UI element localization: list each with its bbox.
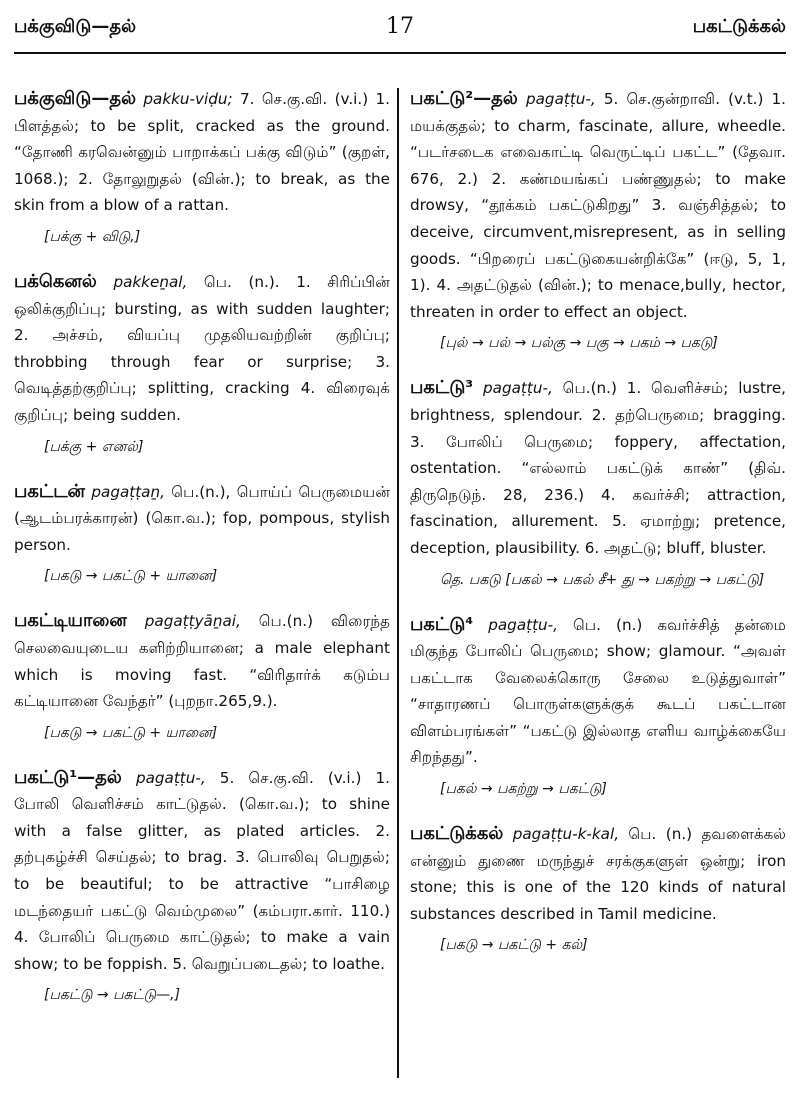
- entry-text: [410, 86, 786, 325]
- running-head-right: பகட்டுக்கல்: [692, 16, 786, 37]
- transliteration: pakku-viḍu;: [143, 90, 233, 108]
- definition: பெ. (n.) தவளைக்கல் என்னும் துணை மருந்துச் சரக்குகளுள் ஒன்று; iron stone; this is one of the 120 kinds of natural substances described in Tamil medicine.: [410, 825, 787, 923]
- definition: 7. செ.கு.வி. (v.i.) 1. பிளத்தல்; to be split, cracked as the ground. “தோணி கரவென்னும் பாறாக்கப் பக்கு விடும்” (குறள், 1068.); 2. தோலுறுதல் (வின்.); to break, as the skin from a blow of a rattan.: [14, 90, 390, 215]
- definition: பெ. (n.) கவர்ச்சித் தன்மை மிகுந்த போலிப் பெருமை; show; glamour. “அவள் பகட்டாக வேலைக்கொரு சேலை உடுத்துவாள்” “சாதாரணப் பொருள்களுக்குக் கூடப் பகட்டான விளம்பரங்கள்” “பகட்டு இல்லாத எளிய வாழ்க்கையே சிறந்தது”.: [410, 615, 786, 767]
- etymology: [பக்கு + விடு,]: [44, 228, 141, 245]
- dictionary-entry: [410, 86, 786, 355]
- transliteration: pagaṭṭyāṉai,: [144, 612, 241, 631]
- dictionary-entry: [410, 612, 786, 802]
- transliteration: pagaṭṭu-k-kal,: [512, 825, 620, 844]
- definition: பெ. (n.). 1. சிரிப்பின் ஒலிக்குறிப்பு; bursting, as with sudden laughter; 2. அச்சம், வியப்பு முதலியவற்றின் குறிப்பு; throbbing through fear or surprise; 3. வெடித்தற்குறிப்பு; splitting, cracking 4. விரைவுக் குறிப்பு; being sudden.: [14, 272, 391, 424]
- dictionary-entry: [14, 765, 390, 1008]
- headword: பகட்டன்: [14, 480, 86, 502]
- definition: 5. செ.கு.வி. (v.i.) 1. போலி வெளிச்சம் காட்டுதல். (கொ.வ.); to shine with a false glitter, as plated articles. 2. தற்புகழ்ச்சி செய்தல்; to brag. 3. பொலிவு பெறுதல்; to be beautiful; to be attractive “பாசிழை மடந்தையர் பகட்டு வெம்முலை” (கம்பரா.கார். 110.) 4. போலிப் பெருமை காட்டுதல்; to make a vain show; to be foppish. 5. வெறுப்படைதல்; to loathe.: [14, 768, 390, 973]
- headword: பகட்டியானை: [14, 610, 127, 632]
- transliteration: pagaṭṭaṉ,: [91, 482, 165, 501]
- etymology: [பகடு → பகட்டு + கல்]: [440, 937, 588, 954]
- entry-text: [14, 86, 390, 219]
- right-column: [410, 86, 786, 977]
- dictionary-entry: [14, 269, 390, 459]
- entry-text: [14, 608, 390, 714]
- etymology: [பகடு → பகட்டு + யானை]: [44, 568, 218, 585]
- entry-text: [410, 821, 786, 927]
- headword: பகட்டு³: [410, 377, 474, 399]
- transliteration: pagaṭṭu-,: [488, 615, 558, 634]
- etymology: [பகடு → பகட்டு + யானை]: [44, 724, 218, 741]
- headword: பகட்டு²—தல்: [410, 88, 518, 109]
- dictionary-entry: [14, 479, 390, 589]
- transliteration: pagaṭṭu-,: [135, 768, 206, 787]
- left-column: [14, 86, 390, 1027]
- headword: பக்குவிடு—தல்: [14, 88, 137, 109]
- transliteration: pagaṭṭu-,: [525, 90, 596, 108]
- etymology: [புல் → பல் → பல்கு → பகு → பகம் → பகடு]: [440, 335, 718, 352]
- dictionary-entry: [14, 86, 390, 249]
- headword: பகட்டுக்கல்: [410, 823, 504, 845]
- entry-text: [14, 765, 390, 978]
- headword: பகட்டு⁴: [410, 613, 474, 635]
- transliteration: pagaṭṭu-,: [483, 379, 553, 398]
- header-rule: [14, 52, 786, 54]
- entry-text: [410, 375, 786, 561]
- page-number: 17: [386, 14, 414, 39]
- headword: பக்கெனல்: [14, 270, 97, 292]
- etymology: [பகட்டு → பகட்டு—,]: [44, 987, 181, 1004]
- transliteration: pakkeṉal,: [113, 272, 188, 291]
- dictionary-entry: [14, 608, 390, 744]
- dictionary-entry: [410, 375, 786, 591]
- etymology: [பக்கு + எனல்]: [44, 438, 144, 455]
- entry-text: [14, 479, 390, 559]
- entry-text: [14, 269, 390, 429]
- definition: பெ.(n.), பொய்ப் பெருமையன் (ஆடம்பரக்காரன்) (கொ.வ.); fop, pompous, stylish person.: [14, 482, 390, 554]
- etymology: தெ. பகடு [பகல் → பகல் சீ+ து → பகற்று → பகட்டு]: [440, 571, 765, 588]
- running-head: [14, 8, 786, 48]
- headword: பகட்டு¹—தல்: [14, 766, 122, 788]
- definition: பெ.(n.) 1. வெளிச்சம்; lustre, brightness, splendour. 2. தற்பெருமை; bragging. 3. போலிப் பெருமை; foppery, affectation, ostentation. “எல்லாம் பகட்டுக் காண்” (திவ். திருநெடுந். 28, 236.) 4. கவர்ச்சி; attraction, fascination, allurement. 5. ஏமாற்று; pretence, deception, plausibility. 6. அதட்டு; bluff, bluster.: [410, 379, 786, 557]
- etymology: [பகல் → பகற்று → பகட்டு]: [440, 781, 607, 798]
- definition: 5. செ.குன்றாவி. (v.t.) 1. மயக்குதல்; to charm, fascinate, allure, wheedle. “படர்சடைக எவைகாட்டி வெருட்டிப் பகட்ட” (தேவா. 676, 2.) 2. கண்மயங்கப் பண்ணுதல்; to make drowsy, “தூக்கம் பகட்டுகிறது” 3. வஞ்சித்தல்; to deceive, circumvent,misrepresent, as in selling goods. “பிறரைப் பகட்டுகையன்றிக்கே” (ஈடு, 5, 1, 1). 4. அதட்டுதல் (வின்.); to menace,bully, hector, threaten in order to effect an object.: [410, 90, 787, 321]
- entry-text: [410, 612, 786, 772]
- running-head-left: பக்குவிடு—தல்: [14, 16, 137, 37]
- definition: பெ.(n.) விரைந்த செலவையுடைய களிற்றியானை; a male elephant which is moving fast. “விரிதார்க் கடும்ப கட்டியானை வேந்தர்” (புறநா.265,9.).: [14, 612, 390, 711]
- column-divider: [397, 88, 399, 1078]
- dictionary-entry: [410, 821, 786, 957]
